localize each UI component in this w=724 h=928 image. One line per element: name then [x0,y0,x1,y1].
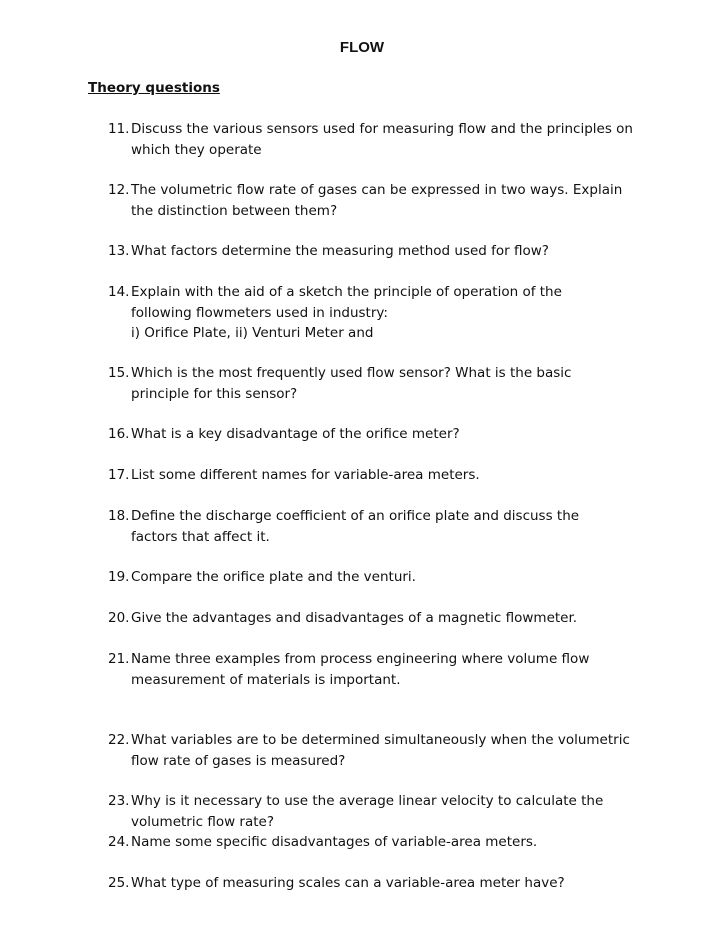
question-item [108,282,648,344]
question-item [108,465,648,486]
question-text: List some different names for variable-area meters. [131,467,480,483]
question-text: Compare the orifice plate and the venturi. [131,569,416,585]
question-item [108,873,648,894]
question-text: Explain with the aid of a sketch the principle of operation of the following flowmeters used in industry: i) Orifice Plate, ii) Venturi Meter and [131,284,562,341]
question-number: 11. [108,121,130,137]
question-number: 23. [108,793,130,809]
question-text: Discuss the various sensors used for measuring flow and the principles on which they operate [131,121,633,158]
page-title: FLOW [339,39,385,56]
question-number: 12. [108,182,130,198]
question-text: Name three examples from process engineering where volume flow measurement of materials is important. [131,651,590,688]
question-text: What is a key disadvantage of the orifice meter? [131,426,460,442]
question-text: Name some specific disadvantages of variable-area meters. [131,834,538,850]
question-item [108,424,648,445]
question-text: What factors determine the measuring method used for flow? [131,243,549,259]
question-number: 24. [108,834,130,850]
question-text: The volumetric flow rate of gases can be expressed in two ways. Explain the distinction between them? [131,182,623,219]
question-item [108,832,648,853]
question-item [108,791,648,832]
question-number: 13. [108,243,130,259]
question-number: 16. [108,426,130,442]
question-text: Give the advantages and disadvantages of a magnetic flowmeter. [131,610,578,626]
section-heading: Theory questions [88,80,220,96]
question-item [108,608,648,629]
question-item [108,649,648,690]
question-number: 20. [108,610,130,626]
question-text: Which is the most frequently used flow sensor? What is the basic principle for this sensor? [131,365,572,402]
question-number: 22. [108,732,130,748]
question-item [108,241,648,262]
question-number: 21. [108,651,130,667]
question-number: 14. [108,284,130,300]
question-number: 18. [108,508,130,524]
question-text: What variables are to be determined simultaneously when the volumetric flow rate of gases is measured? [131,732,630,769]
question-text: Define the discharge coefficient of an orifice plate and discuss the factors that affect it. [131,508,580,545]
question-number: 19. [108,569,130,585]
question-number: 25. [108,875,130,891]
question-number: 15. [108,365,130,381]
question-item [108,119,648,160]
question-item [108,506,648,547]
question-item [108,567,648,588]
question-text: Why is it necessary to use the average linear velocity to calculate the volumetric flow rate? [131,793,604,830]
question-item [108,180,648,221]
question-item [108,730,648,771]
question-item [108,363,648,404]
question-number: 17. [108,467,130,483]
question-text: What type of measuring scales can a variable-area meter have? [131,875,565,891]
